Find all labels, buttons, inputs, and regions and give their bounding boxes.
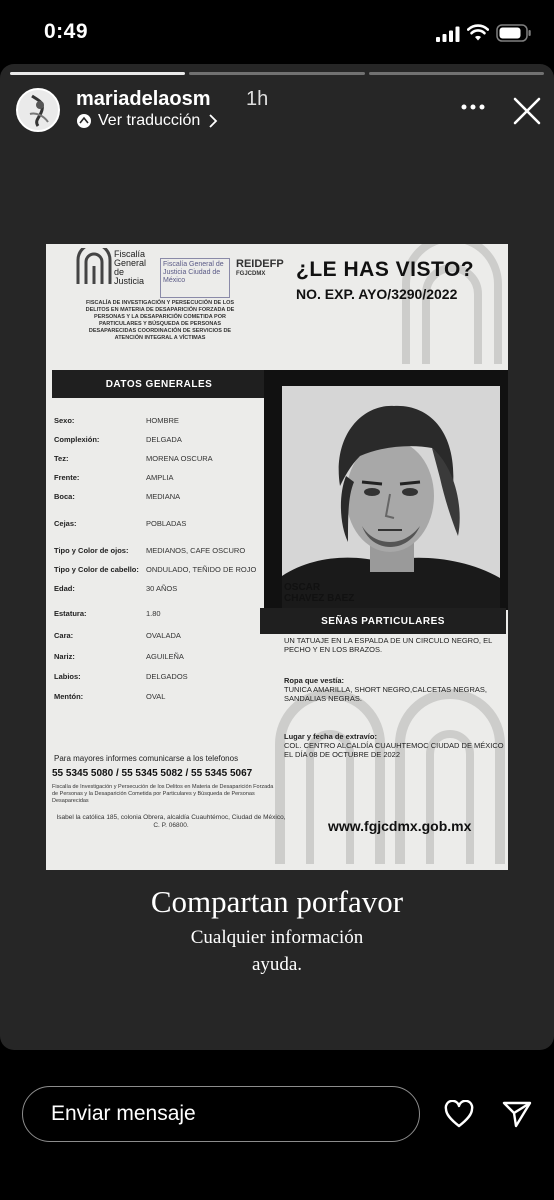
lugar-text: COL. CENTRO ALCALDÍA CUAUHTEMOC CIUDAD DE MÉXICO EL DÍA 08 DE OCTUBRE DE 2022 (284, 741, 504, 759)
portrait-image (282, 386, 500, 610)
signal-icon (436, 26, 460, 42)
reidefp-sub: FGJCDMX (236, 271, 266, 277)
datos-label: Tipo y Color de ojos: (54, 546, 129, 555)
datos-label: Cejas: (54, 519, 77, 528)
datos-label: Mentón: (54, 692, 84, 701)
send-icon[interactable] (502, 1100, 532, 1128)
datos-label: Nariz: (54, 652, 75, 661)
datos-value: POBLADAS (146, 519, 187, 528)
reidefp-label: REIDEFP (236, 258, 284, 270)
caption-line: Cualquier información (190, 927, 364, 948)
translate-icon (76, 113, 92, 129)
contact-phones: 55 5345 5080 / 55 5345 5082 / 55 5345 5067 (52, 768, 253, 779)
status-bar (0, 0, 554, 64)
translate-label: Ver traducción (98, 112, 201, 129)
datos-row (52, 565, 272, 579)
datos-row (52, 492, 272, 506)
datos-row (52, 473, 272, 487)
battery-icon (496, 24, 532, 42)
poster-headline: ¿LE HAS VISTO? (296, 258, 475, 281)
datos-label: Estatura: (54, 609, 87, 618)
heart-icon[interactable] (444, 1100, 474, 1128)
close-icon[interactable] (512, 96, 542, 126)
datos-value: MEDIANA (146, 492, 181, 501)
legal-text: Fiscalía de Investigación y Persecución de los Delitos en Materia de Desaparición Forzada de Personas y la Desaparición Cometida por Particulares y Búsqueda de Personas Desaparecidas (52, 784, 274, 804)
caption-title: Compartan porfavor (150, 884, 404, 919)
datos-label: Boca: (54, 492, 75, 501)
address-text: Isabel la católica 185, colonia Obrera, alcaldía Cuauhtémoc, Ciudad de México, C. P. 06800. (56, 814, 286, 829)
contact-label: Para mayores informes comunicarse a los telefonos (54, 754, 239, 763)
stamp-block: FISCALÍA DE INVESTIGACIÓN Y PERSECUCIÓN DE LOS DELITOS EN MATERIA DE DESAPARICIÓN FORZADA DE PERSONAS Y LA DESAPARICIÓN COMETIDA POR PARTICULARES Y BÚSQUEDA DE PERSONAS DESAPARECIDAS COORDINACIÓN DE SERVICIOS DE ATENCIÓN INTEGRAL A VÍCTIMAS (85, 300, 235, 341)
story-card[interactable] (0, 64, 554, 1050)
story-username[interactable]: mariadelaosm (76, 88, 211, 110)
story-time-ago: 1h (246, 88, 269, 110)
datos-label: Tipo y Color de cabello: (54, 565, 139, 574)
official-stamp: Fiscalía General de Justicia Ciudad de México (160, 258, 230, 298)
person-first-name: OSCAR (284, 582, 321, 593)
datos-value: DELGADOS (146, 672, 188, 681)
send-message-input[interactable]: Enviar mensaje (22, 1086, 420, 1142)
datos-label: Cara: (54, 631, 74, 640)
datos-value: 30 AÑOS (146, 584, 178, 593)
missing-person-photo (282, 386, 500, 610)
datos-value: 1.80 (146, 609, 161, 618)
datos-row (52, 519, 272, 533)
datos-value: MEDIANOS, CAFE OSCURO (146, 546, 246, 555)
datos-row (52, 652, 272, 666)
story-progress (10, 72, 544, 75)
datos-label: Labios: (54, 672, 81, 681)
progress-segment (369, 72, 544, 75)
datos-row (52, 672, 272, 686)
datos-row (52, 631, 272, 645)
datos-value: DELGADA (146, 435, 182, 444)
datos-value: OVALADA (146, 631, 181, 640)
progress-segment (10, 72, 185, 75)
more-options-icon[interactable] (461, 104, 485, 110)
datos-row (52, 435, 272, 449)
datos-value: AGUILEÑA (146, 652, 184, 661)
datos-label: Edad: (54, 584, 75, 593)
missing-person-poster (46, 244, 508, 870)
caption-line: ayuda. (251, 954, 303, 975)
translate-link[interactable] (76, 112, 218, 130)
datos-value: MORENA OSCURA (146, 454, 213, 463)
poster-logos (74, 248, 284, 294)
fgj-logo-icon (74, 248, 114, 288)
senas-particulares-header: SEÑAS PARTICULARES (260, 608, 506, 634)
poster-website: www.fgjcdmx.gob.mx (328, 818, 472, 834)
logo-caption: Fiscalía General de Justicia (114, 249, 147, 286)
senas-text: UN TATUAJE EN LA ESPALDA DE UN CIRCULO NEGRO, EL PECHO Y EN LOS BRAZOS. (284, 636, 492, 654)
datos-row (52, 546, 272, 560)
datos-value: AMPLIA (146, 473, 174, 482)
datos-row (52, 609, 272, 623)
datos-row (52, 692, 272, 706)
datos-label: Sexo: (54, 416, 75, 425)
datos-value: OVAL (146, 692, 166, 701)
photo-frame (264, 370, 508, 610)
avatar-image (18, 90, 58, 130)
datos-label: Complexión: (54, 435, 100, 444)
ropa-text: TUNICA AMARILLA, SHORT NEGRO,CALCETAS NEGRAS, SANDALIAS NEGRAS. (284, 685, 487, 703)
caption-body (0, 924, 554, 978)
datos-value: HOMBRE (146, 416, 179, 425)
datos-label: Frente: (54, 473, 80, 482)
datos-row (52, 584, 272, 598)
datos-generales-header: DATOS GENERALES (52, 370, 266, 398)
datos-row (52, 416, 272, 430)
status-time: 0:49 (44, 20, 89, 43)
datos-row (52, 454, 272, 468)
datos-label: Tez: (54, 454, 69, 463)
poster-expediente: NO. EXP. AYO/3290/2022 (296, 286, 458, 302)
reidefp-logo (236, 258, 284, 277)
datos-value: ONDULADO, TEÑIDO DE ROJO (146, 565, 257, 574)
avatar[interactable] (16, 88, 60, 132)
person-name (284, 582, 354, 604)
ropa-label: Ropa que vestía: (284, 676, 345, 685)
wifi-icon (467, 24, 489, 42)
lugar-label: Lugar y fecha de extravío: (284, 732, 377, 741)
person-last-name: CHAVEZ BAEZ (284, 593, 355, 604)
progress-segment (189, 72, 364, 75)
chevron-right-icon (208, 114, 218, 128)
